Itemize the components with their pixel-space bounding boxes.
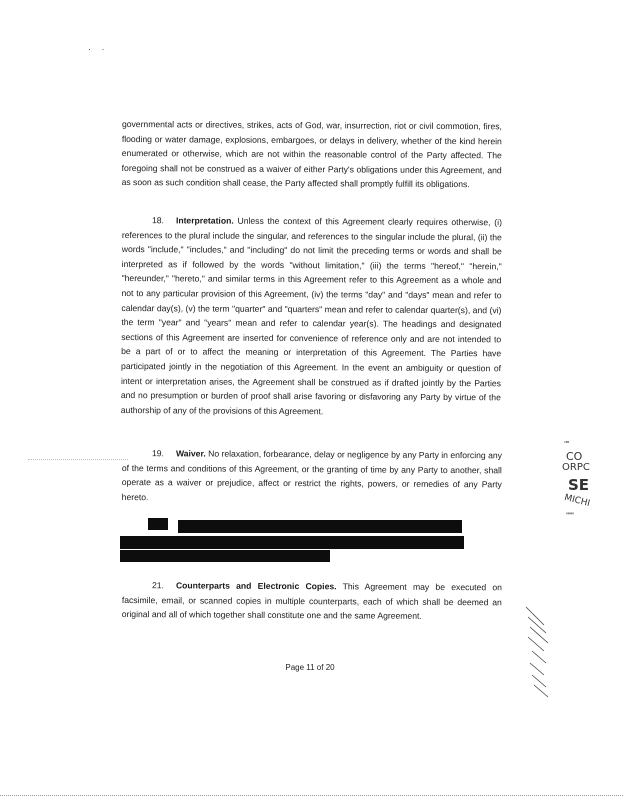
- section-21-number: 21.: [151, 580, 164, 591]
- corporate-seal-stamp: [560, 440, 623, 520]
- redaction-bar-3: [120, 550, 330, 562]
- redaction-bar-1a: [148, 518, 168, 530]
- seal-line-2: CO: [566, 450, 583, 463]
- section-18-heading: Interpretation.: [175, 215, 234, 226]
- section-18-body: Unless the context of this Agreement clearly requires otherwise, (i) references to the plural include the singular, and references to the singular include the plural, (ii) the words "include," "includes," and "including" do not limit the preceding terms or words and shall be interpreted as if followed by the words "without limitation," (iii) the terms "hereof," "herein," "hereunder," "hereto," and similar terms in this Agreement refer to this Agreement as a whole and not to any particular provision of this Agreement, (iv) the terms "day" and "days" mean and refer to calendar day(s), (v) the term "quarter" and "quarters" mean and refer to calendar quarter(s), and (vi) the term "year" and "years" mean and refer to calendar year(s). The headings and designated sections of this Agreement are inserted for convenience of reference only and are not intended to be a part of or to affect the meaning or interpretation of this Agreement. The Parties have participated jointly in the negotiation of this Agreement. In the event an ambiguity or question of intent or interpretation arises, the Agreement shall be construed as if drafted jointly by the Parties and no presumption or burden of proof shall arise favoring or disfavoring any Party by virtue of the authorship of any of the provisions of this Agreement.: [120, 215, 502, 416]
- section-19-waiver: [122, 446, 502, 507]
- section-19-number: 19.: [151, 448, 164, 459]
- seal-line-4: SE: [568, 476, 590, 494]
- section-21-heading: Counterparts and Electronic Copies.: [175, 580, 337, 592]
- seal-line-1: "": [564, 440, 569, 448]
- section-18-number: 18.: [151, 215, 164, 226]
- seal-edge-ticks: [522, 605, 552, 700]
- scan-specks: · ·: [88, 44, 109, 54]
- section-21-body: This Agreement may be executed on facsimile, email, or scanned copies in multiple counterparts, each of which shall be deemed an original and all of which together shall constitute one and the same Agreement.: [121, 581, 502, 622]
- redaction-bar-2: [120, 536, 464, 549]
- redaction-bar-1b: [178, 520, 462, 533]
- scan-artifact-line: [28, 459, 128, 461]
- section-18-interpretation: [121, 213, 502, 420]
- section-19-body: No relaxation, forbearance, delay or negligence by any Party in enforcing any of the terms and conditions of this Agreement, or the granting of time by any Party to another, shall operate as a waiver or prejudice, affect or restrict the rights, powers, or remedies of any Party hereto.: [121, 448, 502, 502]
- section-21-counterparts: [122, 578, 502, 624]
- seal-line-6: """": [566, 512, 574, 519]
- scan-bottom-edge: [0, 795, 623, 797]
- force-majeure-continuation: governmental acts or directives, strikes, acts of God, war, insurrection, riot or civil commotion, fires, flooding or water damage, explosions, embargoes, or delays in delivery, whether of the kind herein enumerated or otherwise, which are not within the reasonable control of the Party affected. The foregoing shall not be construed as a waiver of either Party's obligations under this Agreement, and as soon as such condition shall cease, the Party affected shall promptly fulfill its obligations.: [121, 118, 502, 190]
- seal-line-3: ORPC: [562, 462, 590, 473]
- page-number: Page 11 of 20: [285, 663, 335, 672]
- seal-line-5: MICHI: [563, 492, 591, 510]
- section-19-heading: Waiver.: [175, 448, 206, 459]
